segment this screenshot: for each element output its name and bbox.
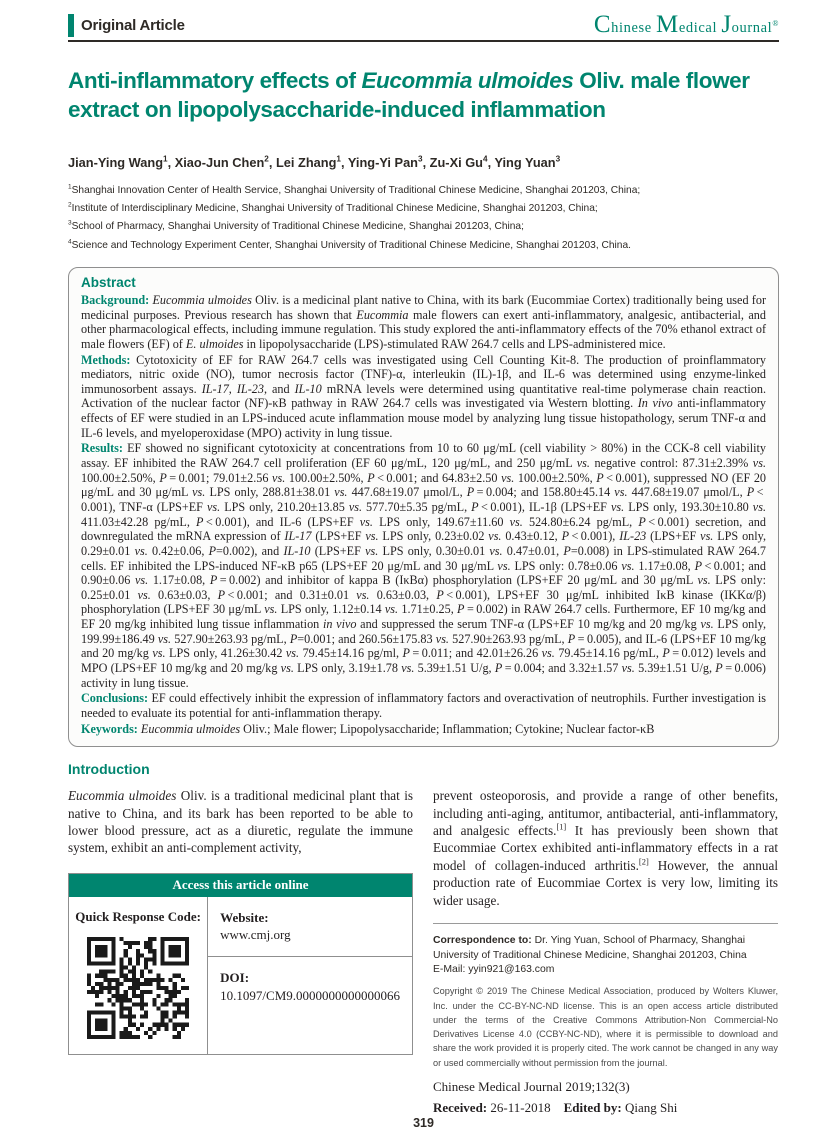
abstract-keywords-text: Eucommia ulmoides Oliv.; Male flower; Lipopolysaccharide; Inflammation; Cytokine; Nuclear factor-κB bbox=[140, 721, 655, 736]
footnote-separator bbox=[433, 923, 778, 924]
correspondence-email[interactable]: E-Mail: yyin921@163.com bbox=[433, 964, 555, 976]
introduction-paragraph-right: prevent osteoporosis, and provide a range of other benefits, including anti-aging, antitumor, antibacterial, anti-inflammatory, and analgesic effects.[1] It has previously been shown that Eucommiae Cortex exhibited anti-inflammatory effects in a rat model of collagen-induced arthritis.[2] However, the annual production rate of Eucommiae Cortex is very low, limiting its wider usage. bbox=[433, 788, 778, 908]
affiliation-item: $^2$Institute of Interdisciplinary Medicine, Shanghai University of Traditional Chinese Medicine, Shanghai 201203, China; bbox=[68, 201, 598, 214]
page-number: 319 bbox=[413, 1115, 434, 1130]
introduction-heading: Introduction bbox=[68, 761, 150, 778]
journal-citation: Chinese Medical Journal 2019;132(3) bbox=[433, 1078, 630, 1094]
qr-code-label: Quick Response Code: bbox=[75, 908, 201, 924]
received-edited-line: Received: 26-11-2018 Edited by: Qiang Shi bbox=[433, 1099, 678, 1115]
abstract-results bbox=[81, 441, 766, 690]
abstract-methods bbox=[81, 353, 766, 441]
doi-label: DOI: bbox=[220, 970, 250, 985]
abstract-methods-text: Cytotoxicity of EF for RAW 264.7 cells was investigated using Cell Counting Kit-8. The production of proinflammatory mediators, nitric oxide (NO), tumor necrosis factor (TNF)-α, interleukin (IL)-1β, and IL-6 was determined using enzyme-linked immunosorbent assays. IL-17, IL-23, and IL-10 mRNA levels were determined using quantitative real-time polymerase chain reaction. Activation of the nuclear factor (NF)-κB pathway in RAW 264.7 cells was investigated via Western blotting. In vivo anti-inflammatory effects of EF were studied in an LPS-induced acute inflammation mouse model by analyzing lung tissue histopathology, serum TNF-α and IL-6 levels, and myeloperoxidase (MPO) activity in lung tissue. bbox=[81, 352, 767, 440]
abstract-box bbox=[68, 267, 779, 747]
abstract-results-label: Results: bbox=[81, 441, 123, 456]
right-column bbox=[433, 787, 778, 1116]
access-article-box bbox=[68, 873, 413, 1055]
abstract-background bbox=[81, 293, 766, 352]
affiliation-item: $^4$Science and Technology Experiment Center, Shanghai University of Traditional Chinese Medicine, Shanghai 201203, China. bbox=[68, 238, 631, 251]
abstract-methods-label: Methods: bbox=[81, 352, 131, 367]
abstract-keywords-label: Keywords: bbox=[81, 721, 138, 736]
access-box-title: Access this article online bbox=[69, 874, 412, 897]
doi-cell bbox=[208, 957, 412, 1016]
correspondence-block: Correspondence to: Dr. Ying Yuan, School of Pharmacy, Shanghai University of Traditional Chinese Medicine, Shanghai 201203, China bbox=[433, 935, 747, 962]
abstract-conclusions-label: Conclusions: bbox=[81, 691, 149, 706]
masthead bbox=[68, 12, 779, 37]
kicker-accent-bar bbox=[68, 14, 74, 37]
doi-value[interactable]: 10.1097/CM9.0000000000000066 bbox=[220, 987, 400, 1003]
two-column-body bbox=[68, 787, 779, 1116]
website-label: Website: bbox=[220, 909, 269, 925]
qr-code-cell bbox=[69, 897, 208, 1054]
website-cell bbox=[208, 897, 412, 957]
access-links-cells bbox=[208, 897, 412, 1054]
article-type-kicker bbox=[68, 14, 185, 37]
article-title: Anti-inflammatory effects of Eucommia ulmoides Oliv. male flower extract on lipopolysaccharide-induced inflammation bbox=[68, 68, 750, 123]
abstract-conclusions bbox=[81, 691, 766, 720]
access-box-body bbox=[69, 897, 412, 1054]
article-type-label: Original Article bbox=[81, 17, 185, 34]
masthead-rule bbox=[68, 40, 779, 42]
author-list: Jian-Ying Wang$^1$, Xiao-Jun Chen$^2$, Lei Zhang$^1$, Ying-Yi Pan$^3$, Zu-Xi Gu$^4$, Ying Yuan$^3$ bbox=[68, 154, 561, 170]
qr-code[interactable] bbox=[87, 937, 189, 1039]
introduction-paragraph-left: Eucommia ulmoides Oliv. is a traditional medicinal plant that is native to China, and its bark has been reported to be able to lower blood pressure, act as a diuretic, regulate the immune system, exhibit an anti-complement activity, bbox=[68, 788, 413, 856]
abstract-heading: Abstract bbox=[81, 275, 136, 290]
abstract-results-text: EF showed no significant cytotoxicity at concentrations from 10 to 60 μg/mL (cell viability > 80%) in the CCK-8 cell viability assay. EF inhibited the RAW 264.7 cell proliferation (EF 60 μg/mL, 120 μg/mL, and 250 μg/mL vs. negative control: 87.31±2.39% vs. 100.00±2.50%, P = 0.001; 79.01±2.56 vs. 100.00±2.50%, P < 0.001; and 64.83±2.50 vs. 100.00±2.50%, P < 0.001), suppressed NO (EF 20 μg/mL and 30 μg/mL vs. LPS only, 288.81±38.01 vs. 447.68±19.07 μmol/L, P = 0.004; and 158.80±45.14 vs. 447.68±19.07 μmol/L, P < 0.001), TNF-α (LPS+EF vs. LPS only, 210.20±13.85 vs. 577.70±5.35 pg/mL, P < 0.001), IL-1β (LPS+EF vs. LPS only, 193.30±10.80 vs. 411.03±42.28 pg/mL, P < 0.001), and IL-6 (LPS+EF vs. LPS only, 149.67±11.60 vs. 524.80±6.24 pg/mL, P < 0.001) secretion, and downregulated the mRNA expression of IL-17 (LPS+EF vs. LPS only, 0.23±0.02 vs. 0.43±0.12, P < 0.001), IL-23 (LPS+EF vs. LPS only, 0.29±0.01 vs. 0.42±0.06, P=0.002), and IL-10 (LPS+EF vs. LPS only, 0.30±0.01 vs. 0.47±0.01, P=0.008) in LPS-stimulated RAW 264.7 cells. EF inhibited the LPS-induced NF-κB p65 (LPS+EF 20 μg/mL and 30 μg/mL vs. LPS only: 0.78±0.06 vs. 1.17±0.08, P < 0.001; and 0.90±0.06 vs. 1.17±0.08, P = 0.002) and inhibitor of kappa B (IκBα) phosphorylation (LPS+EF 20 μg/mL and 30 μg/mL vs. LPS only: 0.25±0.01 vs. 0.63±0.03, P < 0.001; and 0.31±0.01 vs. 0.63±0.03, P < 0.001), LPS+EF 30 μg/mL inhibited IκB kinase (IKKα/β) phosphorylation (LPS+EF 30 μg/mL vs. LPS only, 1.12±0.14 vs. 1.71±0.25, P = 0.002) in RAW 264.7 cells. Furthermore, EF 10 mg/kg and EF 20 mg/kg inhibited lung tissue inflammation in vivo and suppressed the serum TNF-α (LPS+EF 10 mg/kg and 20 mg/kg vs. LPS only, 199.99±186.49 vs. 527.90±263.93 pg/mL, P=0.001; and 260.56±175.83 vs. 527.90±263.93 pg/mL, P = 0.005), and IL-6 (LPS+EF 10 mg/kg and 20 mg/kg vs. LPS only, 41.26±30.42 vs. 79.45±14.16 pg/ml, P = 0.011; and 42.01±26.26 vs. 79.45±14.16 pg/mL, P = 0.012) levels and MPO (LPS+EF 10 mg/kg and 20 mg/kg vs. LPS only, 3.19±1.78 vs. 5.39±1.51 U/g, P = 0.004; and 3.32±1.57 vs. 5.39±1.51 U/g, P = 0.006) activity in lung tissue. bbox=[81, 441, 767, 690]
affiliation-item: $^3$School of Pharmacy, Shanghai University of Traditional Chinese Medicine, Shanghai 201203, China; bbox=[68, 219, 524, 233]
journal-logotype: Chinese Medical Journal® bbox=[593, 11, 779, 38]
abstract-keywords bbox=[81, 722, 766, 737]
affiliation-list bbox=[68, 182, 779, 255]
website-url[interactable]: www.cmj.org bbox=[220, 927, 291, 943]
abstract-conclusions-text: EF could effectively inhibit the expression of inflammatory factors and overactivation of neutrophils. Further investigation is needed to evaluate its potential for anti-inflammation therapy. bbox=[81, 691, 766, 720]
copyright-notice: Copyright © 2019 The Chinese Medical Association, produced by Wolters Kluwer, Inc. under the CC-BY-NC-ND license. This is an open access article distributed under the terms of the Creative Commons Attribution-Non Commercial-No Derivatives License 4.0 (CCBY-NC-ND), where it is permissible to download and share the work provided it is properly cited. The work cannot be changed in any way or used commercially without permission from the journal. bbox=[433, 986, 778, 1068]
abstract-background-label: Background: bbox=[81, 293, 150, 307]
left-column bbox=[68, 787, 413, 1116]
affiliation-item: $^1$Shanghai Innovation Center of Health Service, Shanghai University of Traditional Chinese Medicine, Shanghai 201203, China; bbox=[68, 183, 641, 196]
abstract-background-text: Eucommia ulmoides Oliv. is a medicinal plant native to China, with its bark (Eucommiae Cortex) traditionally being used for medicinal purposes. Previous research has shown that Eucommia male flowers can exert anti-inflammatory, analgesic, antibacterial, and other pharmacological effects, including immune regulation. This study explored the anti-inflammatory effects of the 70% ethanol extract of male flowers (EF) of E. ulmoides in lipopolysaccharide (LPS)-stimulated RAW 264.7 cells and LPS-administered mice. bbox=[81, 293, 767, 351]
